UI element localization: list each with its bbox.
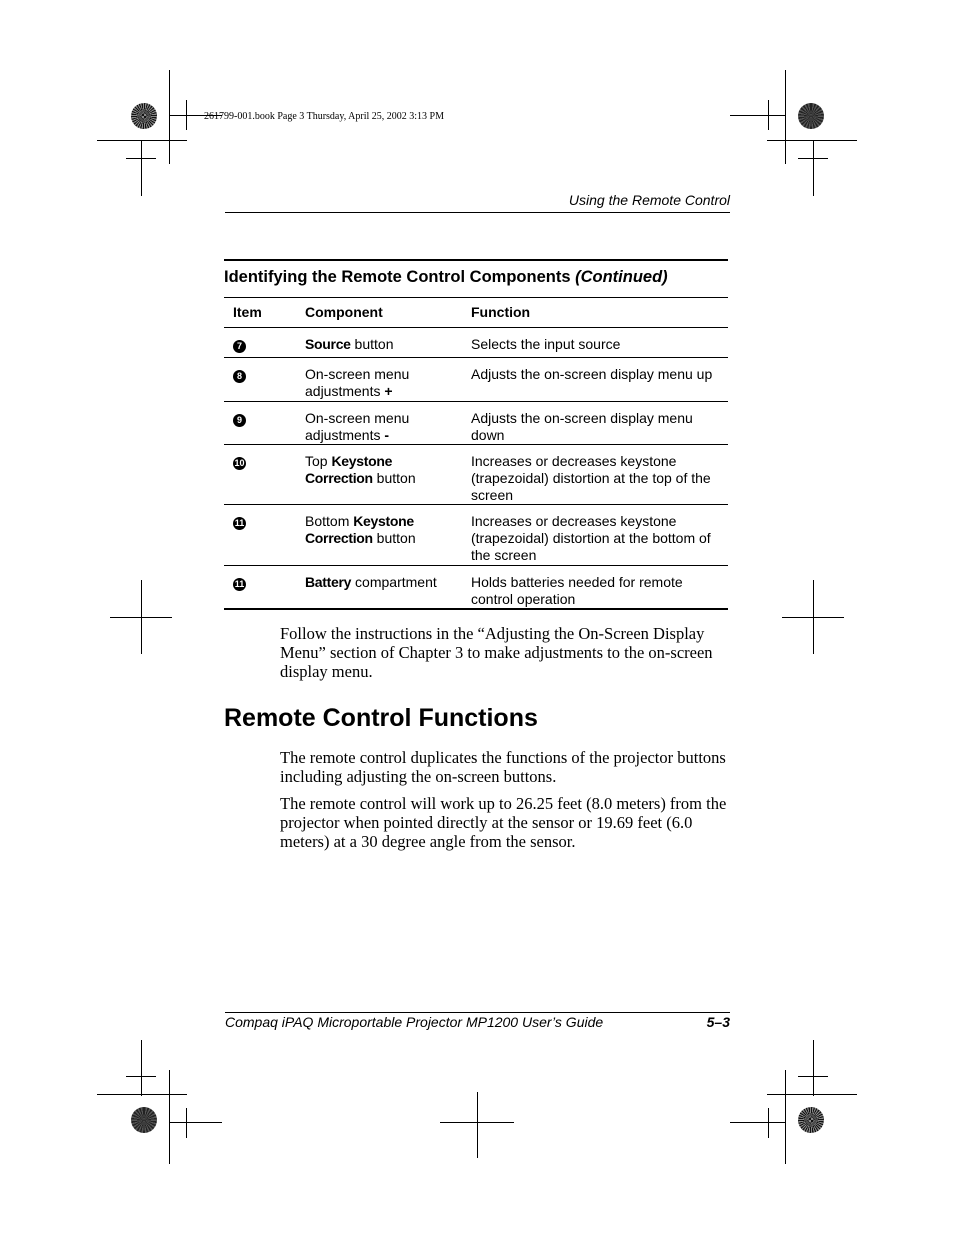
crop-mark xyxy=(141,140,142,196)
function-cell: Holds batteries needed for remote control operation xyxy=(471,574,683,607)
item-number-badge: 11 xyxy=(234,579,245,589)
table-top-rule xyxy=(224,259,728,261)
components-table xyxy=(224,297,728,610)
component-cell: Source button xyxy=(305,336,394,352)
crop-mark xyxy=(767,1094,857,1095)
crop-mark xyxy=(186,100,187,130)
crop-mark xyxy=(169,1070,170,1164)
crop-mark xyxy=(440,1122,514,1123)
crop-mark xyxy=(798,158,828,159)
body-paragraph: Follow the instructions in the “Adjusting the On-Screen Display Menu” section of Chapter 3 to make adjustments to the on-screen display menu. xyxy=(280,624,713,681)
crop-mark xyxy=(813,1040,814,1096)
table-row xyxy=(224,566,728,610)
crop-mark xyxy=(169,70,170,164)
crop-mark xyxy=(785,70,786,164)
function-cell: Increases or decreases keystone (trapezoidal) distortion at the top of the screen xyxy=(471,453,711,503)
crop-mark xyxy=(813,140,814,196)
component-cell: On-screen menu adjustments + xyxy=(305,366,410,399)
page-number: 5–3 xyxy=(706,1014,730,1030)
footer-title: Compaq iPAQ Microportable Projector MP1200 User’s Guide xyxy=(225,1014,604,1030)
crop-mark xyxy=(767,140,857,141)
registration-star-icon xyxy=(798,1107,824,1133)
item-number-badge: 11 xyxy=(234,518,245,528)
component-cell: Bottom Keystone Correction button xyxy=(305,513,416,546)
crop-mark xyxy=(141,1040,142,1096)
crop-mark xyxy=(110,617,172,618)
table-row xyxy=(224,358,728,402)
crop-mark xyxy=(97,1094,187,1095)
table-header-row xyxy=(224,298,728,328)
section-heading: Remote Control Functions xyxy=(224,704,538,732)
component-cell: On-screen menu adjustments - xyxy=(305,410,410,443)
table-title-text: Identifying the Remote Control Components xyxy=(224,268,571,286)
header-rule xyxy=(225,212,730,213)
crop-mark xyxy=(170,1122,222,1123)
running-head: Using the Remote Control xyxy=(568,192,730,208)
component-cell: Battery compartment xyxy=(305,574,437,590)
table-row xyxy=(224,445,728,505)
item-number-badge: 8 xyxy=(233,370,246,383)
registration-star-icon xyxy=(131,103,157,129)
crop-mark xyxy=(97,140,187,141)
crop-mark xyxy=(768,100,769,130)
footer-rule xyxy=(225,1012,730,1013)
crop-mark xyxy=(126,1076,156,1077)
column-header-function: Function xyxy=(471,304,531,320)
item-number-badge: 7 xyxy=(233,340,246,353)
function-cell: Adjusts the on-screen display menu up xyxy=(471,366,713,382)
table-title-suffix: (Continued) xyxy=(575,268,668,286)
crop-mark xyxy=(126,158,156,159)
component-cell: Top Keystone Correction button xyxy=(305,453,416,486)
crop-mark xyxy=(186,1108,187,1138)
crop-mark xyxy=(768,1108,769,1138)
crop-mark xyxy=(730,115,785,116)
crop-mark xyxy=(730,1122,785,1123)
function-cell: Increases or decreases keystone (trapezoidal) distortion at the bottom of the screen xyxy=(471,513,711,563)
item-number-badge: 10 xyxy=(234,458,245,468)
function-cell: Selects the input source xyxy=(471,336,621,352)
function-cell: Adjusts the on-screen display menu down xyxy=(471,410,693,443)
body-paragraph: The remote control will work up to 26.25 feet (8.0 meters) from the projector when pointed directly at the sensor or 19.69 feet (6.0 meters) at a 30 degree angle from the sensor. xyxy=(280,794,727,851)
table-row xyxy=(224,402,728,445)
table-title xyxy=(224,268,668,287)
print-slug: 261799-001.book Page 3 Thursday, April 25, 2002 3:13 PM xyxy=(204,111,444,122)
item-number-badge: 9 xyxy=(233,414,246,427)
column-header-item: Item xyxy=(233,304,262,320)
registration-star-icon xyxy=(131,1107,157,1133)
crop-mark xyxy=(477,1092,478,1158)
table-row xyxy=(224,505,728,566)
body-paragraph: The remote control duplicates the functions of the projector buttons including adjusting the on-screen buttons. xyxy=(280,748,726,786)
crop-mark xyxy=(782,617,844,618)
registration-star-icon xyxy=(798,103,824,129)
table-row xyxy=(224,328,728,358)
crop-mark xyxy=(798,1076,828,1077)
crop-mark xyxy=(785,1070,786,1164)
column-header-component: Component xyxy=(305,304,383,320)
